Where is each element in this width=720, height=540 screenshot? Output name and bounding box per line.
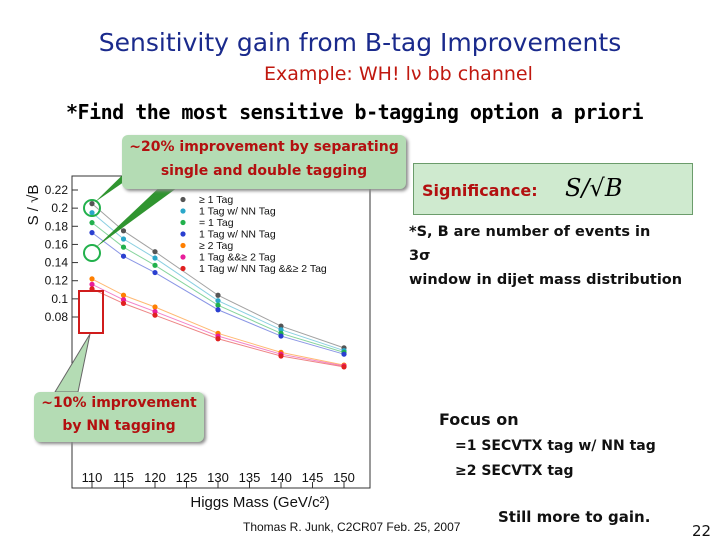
data-point	[89, 210, 94, 215]
x-tick-label: 150	[333, 470, 355, 485]
data-point	[121, 293, 126, 298]
data-point	[89, 276, 94, 281]
highlight-circle	[84, 245, 100, 261]
callout-20-line-2: single and double tagging	[160, 163, 368, 179]
x-tick-label: 135	[238, 470, 261, 485]
significance-label: Significance:	[422, 181, 538, 200]
data-point	[215, 336, 220, 341]
data-point	[152, 249, 157, 254]
data-point	[121, 236, 126, 241]
legend-label: ≥ 1 Tag	[199, 194, 234, 206]
legend-marker	[180, 243, 185, 248]
y-tick-label: 0.1	[51, 291, 68, 306]
legend-label: 1 Tag w/ NN Tag	[199, 228, 276, 241]
data-point	[215, 303, 220, 308]
data-point	[121, 245, 126, 250]
find-statement: *Find the most sensitive b-tagging option a priori	[66, 100, 644, 124]
data-point	[89, 201, 94, 206]
y-tick-label: 0.16	[44, 237, 68, 252]
legend-marker	[180, 266, 185, 271]
data-point	[89, 220, 94, 225]
legend-marker	[180, 231, 185, 236]
data-point	[121, 228, 126, 233]
callout-20-line-1: ~20% improvement by separating	[129, 139, 399, 155]
data-point	[89, 230, 94, 235]
data-point	[278, 353, 283, 358]
callout-10-line-1: ~10% improvement	[41, 395, 197, 411]
slide-title: Sensitivity gain from B-tag Improvements	[98, 28, 622, 57]
series-line	[92, 279, 344, 365]
x-tick-label: 120	[144, 470, 166, 485]
x-tick-label: 140	[270, 470, 292, 485]
y-tick-label: 0.2	[51, 201, 68, 216]
callout-10-percent	[34, 392, 204, 442]
note-line-1: *S, B are number of events in	[409, 224, 651, 240]
legend-label: 1 Tag &&≥ 2 Tag	[199, 251, 276, 264]
legend-marker	[180, 254, 185, 259]
note-line-2: 3σ	[409, 248, 431, 264]
x-tick-label: 145	[301, 470, 324, 485]
x-axis-label: Higgs Mass (GeV/c²)	[190, 494, 330, 511]
slide-subtitle: Example: WH! lν bb channel	[264, 63, 533, 85]
data-point	[215, 293, 220, 298]
legend-marker	[180, 197, 185, 202]
note-line-3: window in dijet mass distribution	[409, 272, 683, 288]
highlight-box	[79, 291, 103, 333]
data-point	[89, 282, 94, 287]
y-tick-label: 0.12	[44, 273, 68, 288]
significance-formula: S/√B	[565, 174, 623, 202]
legend-label: ≥ 2 Tag	[199, 240, 234, 252]
y-tick-label: 0.14	[44, 255, 68, 270]
data-point	[152, 270, 157, 275]
callout-10-line-2: by NN tagging	[62, 418, 176, 434]
events-note	[409, 220, 709, 292]
data-point	[341, 352, 346, 357]
y-tick-label: 0.18	[44, 219, 68, 234]
x-tick-label: 125	[175, 470, 198, 485]
data-point	[152, 304, 157, 309]
data-point	[152, 255, 157, 260]
focus-item-2: ≥2 SECVTX tag	[455, 463, 574, 479]
focus-item-1: =1 SECVTX tag w/ NN tag	[455, 438, 656, 454]
data-point	[121, 254, 126, 259]
data-point	[278, 333, 283, 338]
y-tick-label: 0.08	[44, 310, 68, 324]
data-point	[341, 364, 346, 369]
y-axis-label: S / √B	[25, 184, 42, 226]
callout-20-percent	[122, 135, 406, 189]
x-tick-label: 130	[207, 470, 229, 485]
legend-marker	[180, 208, 185, 213]
page-number: 22	[692, 522, 712, 540]
data-point	[152, 263, 157, 268]
legend-label: 1 Tag w/ NN Tag	[199, 205, 276, 218]
data-point	[121, 301, 126, 306]
legend-label: 1 Tag w/ NN Tag &&≥ 2 Tag	[199, 263, 327, 275]
legend-marker	[180, 220, 185, 225]
footer-credit: Thomas R. Junk, C2CR07 Feb. 25, 2007	[243, 520, 461, 534]
x-tick-label: 115	[113, 470, 134, 485]
data-point	[215, 307, 220, 312]
focus-title: Focus on	[439, 410, 519, 429]
still-more-text: Still more to gain.	[498, 508, 651, 526]
x-tick-label: 110	[81, 470, 103, 485]
data-point	[215, 298, 220, 303]
legend-label: = 1 Tag	[199, 217, 234, 229]
data-point	[152, 313, 157, 318]
y-tick-label: 0.22	[44, 183, 68, 197]
